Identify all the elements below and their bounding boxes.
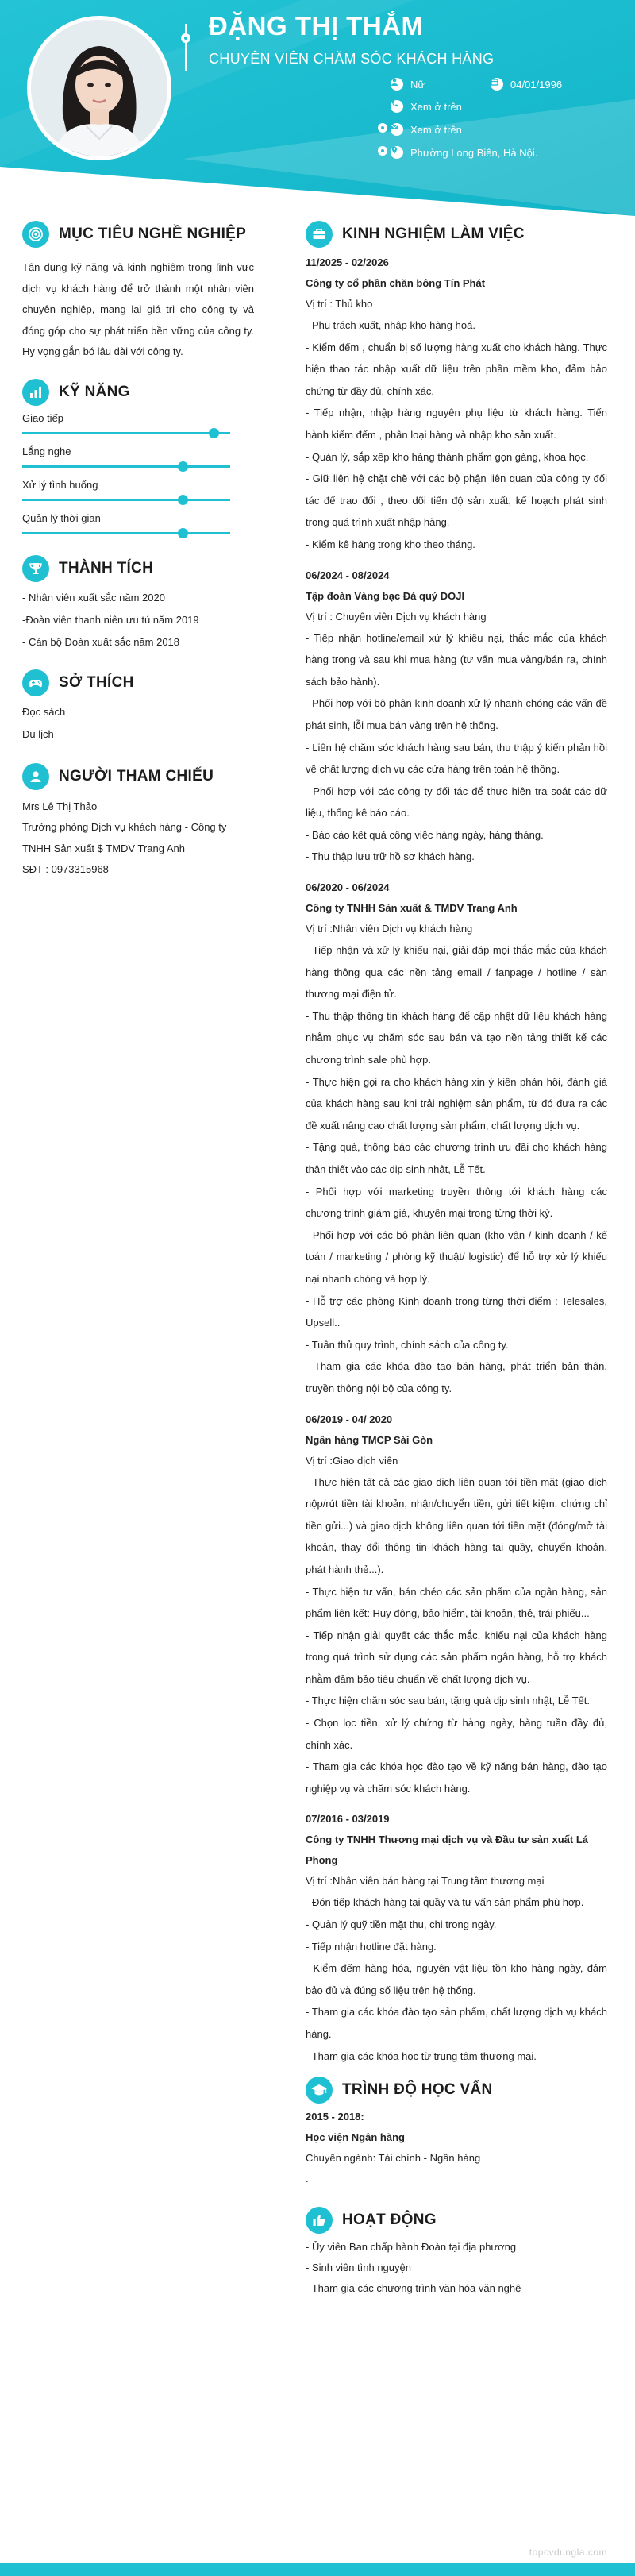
objective-title: MỤC TIÊU NGHỀ NGHIỆP [59, 226, 247, 242]
job-role: Vị trí :Nhân viên Dịch vụ khách hàng [306, 923, 473, 935]
job-duty: - Tiếp nhận giải quyết các thắc mắc, khiếu nại của khách hàng trong quá trình sử dụng các sản phẩm ngân hàng, hỗ trợ khách nhằm đảm bảo tiêu chuẩn về chất lượng dịch vụ. [306, 1629, 607, 1685]
skill-level-bar [22, 426, 254, 439]
left-column [22, 221, 254, 881]
job-duty: - Đón tiếp khách hàng tại quầy và tư vấn sản phẩm phù hợp. [306, 1896, 584, 1909]
skills-section [22, 379, 254, 539]
phone-value: Xem ở trên [410, 100, 462, 113]
activities-title: HOẠT ĐỘNG [342, 2212, 437, 2229]
skill-level-bar [22, 526, 254, 539]
skill-name: Xử lý tình huống [22, 478, 98, 491]
reference-position: Trưởng phòng Dịch vụ khách hàng - Công ty TNHH Sản xuất $ TMDV Trang Anh [22, 821, 227, 854]
email-icon [391, 123, 403, 136]
job-duty: - Quản lý quỹ tiền mặt thu, chi trong ngày. [306, 1919, 497, 1931]
job-duty: - Hỗ trợ các phòng Kinh doanh trong từng thời điểm : Telesales, Upsell.. [306, 1294, 607, 1329]
address-field [391, 146, 537, 159]
job-duty: - Phối hợp với marketing truyền thông tới khách hàng các chương trình giảm giá, khuyến mại trong từng thời kỳ. [306, 1185, 607, 1220]
experience-title: KINH NGHIỆM LÀM VIỆC [342, 226, 525, 242]
list-item: - Cán bộ Đoàn xuất sắc năm 2018 [22, 635, 180, 648]
job-duty: - Phối hợp với các bộ phận liên quan (kho vận / kinh doanh / kế toán / marketing / phòng kỹ thuật/ logistic) để hỗ trợ xử lý khiếu nại nhanh chóng và hợp lý. [306, 1228, 607, 1285]
skill-name: Lắng nghe [22, 445, 71, 457]
job-entry [306, 1409, 607, 1800]
gamepad-icon [22, 669, 49, 696]
skill-item [22, 511, 254, 539]
job-period: 06/2019 - 04/ 2020 [306, 1413, 393, 1425]
avatar-frame [27, 16, 171, 160]
timeline-dot [378, 146, 387, 156]
skills-title: KỸ NĂNG [59, 383, 130, 400]
education-major: Chuyên ngành: Tài chính - Ngân hàng [306, 2152, 481, 2165]
job-duty: - Tiếp nhận, nhập hàng nguyên phụ liệu từ khách hàng. Tiến hành kiểm đếm , phân loại hàng và nhập kho sản xuất. [306, 407, 607, 441]
job-duty: - Thu thập lưu trữ hồ sơ khách hàng. [306, 850, 475, 863]
reference-name: Mrs Lê Thị Thảo [22, 800, 98, 812]
list-item: -Đoàn viên thanh niên ưu tú năm 2019 [22, 613, 199, 626]
skill-name: Quản lý thời gian [22, 511, 101, 524]
profile-photo [31, 20, 167, 156]
job-role: Vị trí : Chuyên viên Dịch vụ khách hàng [306, 610, 487, 623]
watermark: topcvdungla.com [529, 2547, 607, 2558]
job-duty: - Tham gia các khóa học từ trung tâm thương mại. [306, 2050, 537, 2062]
job-role: Vị trí : Thủ kho [306, 298, 373, 310]
job-entry [306, 565, 607, 869]
job-duty: - Tiếp nhận hotline/email xử lý khiếu nại, thắc mắc của khách hàng trong và sau khi mua hàng (tư vấn mua vàng/bán ra, chính sách bảo hành). [306, 631, 607, 688]
thumbs-up-icon [306, 2207, 333, 2234]
skill-item [22, 411, 254, 439]
skill-name: Giao tiếp [22, 411, 64, 424]
skill-level-marker [209, 428, 219, 438]
right-column [306, 221, 607, 2299]
job-period: 06/2020 - 06/2024 [306, 881, 390, 894]
hobbies-section [22, 669, 254, 746]
hobbies-title: SỞ THÍCH [59, 673, 134, 691]
objective-section [22, 221, 254, 363]
job-duty: - Kiểm đếm , chuẩn bị số lượng hàng xuất cho khách hàng. Thực hiện thao tác nhập xuất dữ liệu trên phần mềm kho, đảm bảo chứng từ đầy đủ, chính xác. [306, 341, 607, 397]
candidate-name: ĐẶNG THỊ THẮM [209, 11, 424, 40]
job-duty: - Phối hợp với bộ phận kinh doanh xử lý nhanh chóng các vấn đề phát sinh, lỗi mua bán vàng trên hệ thống. [306, 697, 607, 731]
job-duty: - Thực hiện chăm sóc sau bán, tặng quà dịp sinh nhật, Lễ Tết. [306, 1695, 591, 1707]
list-item: Đọc sách [22, 705, 66, 718]
job-period: 07/2016 - 03/2019 [306, 1813, 390, 1826]
jobs-list [306, 253, 607, 2067]
job-duty: - Giữ liên hệ chặt chẽ với các bộ phận liên quan của công ty đối tác để trao đổi , theo dõi tiến độ sản xuất, kế hoạch phát sinh trong quá trình xuất nhập hàng. [306, 472, 607, 529]
skill-level-marker [178, 528, 188, 538]
job-entry [306, 253, 607, 556]
education-extra: . [306, 2173, 309, 2185]
location-icon [391, 146, 403, 159]
job-duty: - Thực hiện gọi ra cho khách hàng xin ý kiến phản hồi, đánh giá của khách hàng sau khi trải nghiệm sản phẩm, từ đó đưa ra các đề xuất nâng cao chất lượng sản phẩm, chất lượng dịch vụ. [306, 1075, 607, 1132]
list-item: - Sinh viên tình nguyện [306, 2262, 411, 2274]
job-duty: - Kiểm đếm hàng hóa, nguyên vật liệu tồn kho hàng ngày, đảm bảo đủ và đúng số liệu trên hệ thống. [306, 1962, 607, 1996]
briefcase-icon [306, 221, 333, 248]
job-duty: - Tiếp nhận và xử lý khiếu nại, giải đáp mọi thắc mắc của khách hàng thông qua các nền tảng email / fanpage / hotline / sàn thương mại điện tử. [306, 944, 607, 1001]
experience-section [306, 221, 607, 2067]
job-duty: - Tham gia các khóa đào tạo sản phẩm, chất lượng dịch vụ khách hàng. [306, 2006, 607, 2040]
gender-value: Nữ [410, 78, 425, 91]
bar-chart-icon [22, 379, 49, 406]
gender-field [391, 78, 425, 91]
job-duty: - Quản lý, sắp xếp kho hàng thành phẩm gọn gàng, khoa học. [306, 450, 589, 463]
timeline-dot [378, 123, 387, 133]
education-school: Học viện Ngân hàng [306, 2131, 405, 2144]
header-banner [0, 0, 635, 226]
reference-phone: SĐT : 0973315968 [22, 863, 109, 875]
job-company: Ngân hàng TMCP Sài Gòn [306, 1433, 433, 1446]
job-duty: - Thực hiện tất cả các giao dịch liên quan tới tiền mặt (giao dịch nộp/rút tiền tài khoản, nhận/chuyển tiền, gửi tiết kiệm, chứng chỉ tiền gửi...) và giao dịch không liên quan tới tiền mặt (đóng/mở tài khoản, thay đổi thông tin khách hàng tại quầy, chuyển khoản, phát hành thẻ...). [306, 1475, 607, 1575]
calendar-icon [491, 78, 503, 91]
job-duty: - Tiếp nhận hotline đặt hàng. [306, 1940, 437, 1953]
objective-text: Tận dụng kỹ năng và kinh nghiệm trong lĩnh vực dịch vụ khách hàng để trở thành một nhân viên chuyên nghiệp, mang lại giá trị cho công ty và đóng góp cho sự phát triển bền vững của công ty. Hy vọng gắn bó lâu dài với công ty. [22, 261, 254, 357]
person-icon [22, 763, 49, 790]
list-item: - Ủy viên Ban chấp hành Đoàn tại địa phương [306, 2241, 517, 2254]
email-field [391, 123, 462, 136]
references-section [22, 763, 254, 881]
candidate-job-title: CHUYÊN VIÊN CHĂM SÓC KHÁCH HÀNG [209, 51, 495, 67]
list-item: - Tham gia các chương trình văn hóa văn nghệ [306, 2282, 521, 2295]
job-duty: - Thực hiện tư vấn, bán chéo các sản phẩm của ngân hàng, sản phẩm liên kết: Huy động, bảo hiểm, tài khoản, thẻ, trái phiếu... [306, 1585, 607, 1620]
job-entry [306, 1809, 607, 2067]
job-duty: - Thu thập thông tin khách hàng để cập nhật dữ liệu khách hàng nhằm phục vụ chăm sóc sau bán và tạo nền tảng thiết kế các chương trình sale phù hợp. [306, 1009, 607, 1066]
skill-item [22, 477, 254, 506]
job-duty: - Tặng quà, thông báo các chương trình ưu đãi cho khách hàng thân thiết vào các dịp sinh nhật, Lễ Tết. [306, 1141, 607, 1175]
education-period: 2015 - 2018: [306, 2111, 364, 2123]
job-company: Công ty TNHH Thương mại dịch vụ và Đầu tư sản xuất Lá Phong [306, 1834, 588, 1867]
skill-bar-line [22, 532, 230, 534]
address-value: Phường Long Biên, Hà Nội. [410, 146, 538, 159]
skill-bar-line [22, 465, 230, 468]
timeline-dot [181, 33, 190, 43]
phone-field [391, 100, 462, 113]
phone-icon [391, 100, 403, 113]
job-role: Vị trí :Nhân viên bán hàng tại Trung tâm thương mại [306, 1875, 545, 1888]
job-duty: - Tuân thủ quy trình, chính sách của công ty. [306, 1338, 509, 1351]
dob-field [491, 78, 562, 91]
awards-section [22, 555, 254, 654]
job-company: Tập đoàn Vàng bạc Đá quý DOJI [306, 589, 465, 602]
skill-bar-line [22, 432, 230, 434]
job-duty: - Phụ trách xuất, nhập kho hàng hoá. [306, 319, 475, 331]
job-duty: - Báo cáo kết quả công việc hàng ngày, hàng tháng. [306, 828, 544, 841]
skills-list [22, 411, 254, 539]
gender-icon [391, 78, 403, 91]
job-entry [306, 877, 607, 1399]
skill-level-bar [22, 460, 254, 472]
education-title: TRÌNH ĐỘ HỌC VẤN [342, 2081, 493, 2099]
graduation-cap-icon [306, 2077, 333, 2104]
job-duty: - Tham gia các khóa học đào tạo về kỹ năng bán hàng, đào tạo nghiệp vụ và chăm sóc khách hàng. [306, 1760, 607, 1795]
target-icon [22, 221, 49, 248]
job-period: 06/2024 - 08/2024 [306, 569, 390, 581]
awards-list [22, 587, 254, 654]
education-section [306, 2077, 607, 2189]
footer-bar [0, 2563, 635, 2576]
job-company: Công ty TNHH Sản xuất & TMDV Trang Anh [306, 902, 518, 915]
job-period: 11/2025 - 02/2026 [306, 256, 389, 268]
job-role: Vị trí :Giao dịch viên [306, 1454, 398, 1467]
email-value: Xem ở trên [410, 123, 462, 136]
job-duty: - Tham gia các khóa đào tạo bán hàng, phát triển bản thân, truyền thông nội bộ của công ty. [306, 1360, 607, 1394]
job-duty: - Kiểm kê hàng trong kho theo tháng. [306, 538, 475, 550]
trophy-icon [22, 555, 49, 582]
job-company: Công ty cổ phần chăn bông Tín Phát [306, 277, 486, 289]
avatar [31, 20, 167, 156]
list-item: Du lịch [22, 727, 54, 740]
header-timeline [185, 24, 187, 71]
job-duty: - Liên hệ chăm sóc khách hàng sau bán, thu thập ý kiến phản hồi về chất lượng dịch vụ các cửa hàng trên toàn hệ thống. [306, 741, 607, 776]
skill-item [22, 444, 254, 472]
activities-section [306, 2207, 607, 2299]
skill-level-marker [178, 461, 188, 472]
dob-value: 04/01/1996 [510, 78, 563, 91]
list-item: - Nhân viên xuất sắc năm 2020 [22, 591, 165, 604]
job-duty: - Chọn lọc tiền, xử lý chứng từ hàng ngày, hàng tuần đầy đủ, chính xác. [306, 1717, 607, 1751]
skill-level-marker [178, 495, 188, 505]
skill-bar-line [22, 499, 230, 501]
awards-title: THÀNH TÍCH [59, 559, 154, 577]
job-duty: - Phối hợp với các công ty đối tác để thực hiện tra soát các dữ liệu, thống kê báo cáo. [306, 785, 607, 819]
references-title: NGƯỜI THAM CHIẾU [59, 767, 214, 785]
skill-level-bar [22, 493, 254, 506]
